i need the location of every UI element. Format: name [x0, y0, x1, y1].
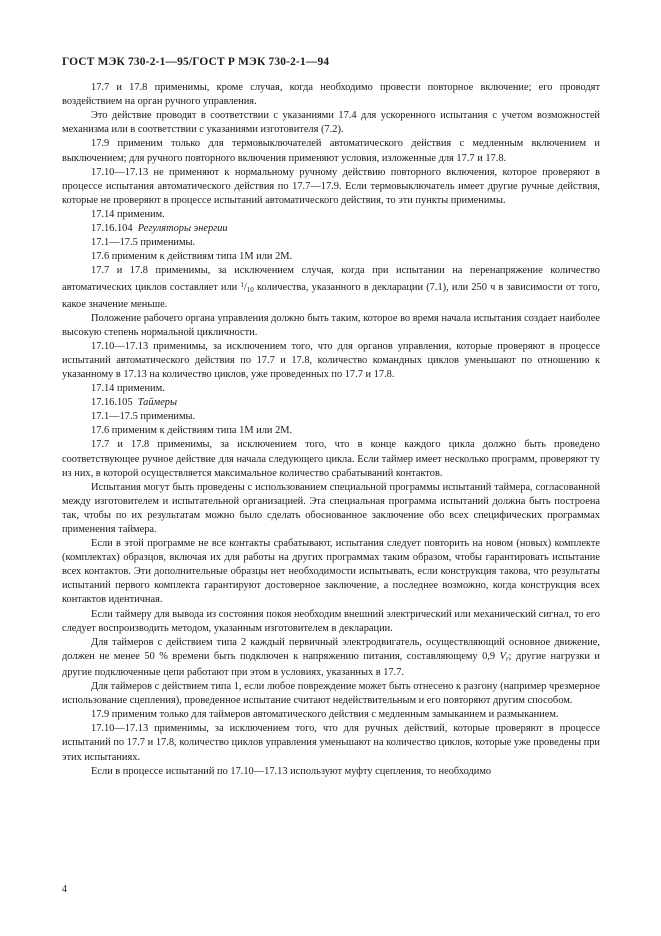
voltage-symbol: V [499, 650, 506, 662]
paragraph: Если в процессе испытаний по 17.10—17.13 используют муфту сцепления, то необходимо [91, 765, 492, 777]
page-number: 4 [62, 884, 67, 895]
document-header: ГОСТ МЭК 730-2-1—95/ГОСТ Р МЭК 730-2-1—94 [62, 56, 330, 68]
paragraph: 17.10—17.13 применимы, за исключением того, что для органов управления, которые проверяют в процессе испытаний автоматического действия по 17.7 и 17.8, количество командных циклов уменьшают по отношению к указанному в 17.13 на количество циклов, уже проведенных по 17.7 и 17.8. [62, 340, 600, 380]
fraction-separator: / [243, 282, 247, 294]
fraction-numerator: 1 [240, 281, 244, 290]
paragraph: 17.9 применим только для таймеров автоматического действия с медленным замыканием и размыканием. [91, 709, 559, 721]
paragraph: 17.1—17.5 применимы. [91, 237, 196, 249]
paragraph: 17.7 и 17.8 применимы, за исключением того, что в конце каждого цикла должно быть проведено соответствующее ручное действие для начала следующего цикла. Если таймер имеет несколько программ, проверяют ту из них, в которой осуществляется максимальное количество срабатываний контактов. [62, 439, 600, 479]
paragraph-with-voltage: Для таймеров с действием типа 2 каждый первичный электродвигатель, осуществляющий основное движение, должен не менее 50 % времени быть подключен к напряжению питания, составляющему 0,9 $V_r$; другие нагрузки и другие подключенные цепи работают при этом в условиях, указанных в 17.7. [62, 636, 600, 678]
paragraph: Для таймеров с действием типа 1, если любое повреждение может быть отнесено к разгону (например чрезмерное использование сцепления), проведенное испытание считают недействительным и его повторяют другим способом. [62, 681, 600, 707]
paragraph: 17.14 применим. [91, 208, 165, 220]
section-heading-energy-regulators [62, 222, 600, 236]
paragraph: 17.10—17.13 не применяют к нормальному ручному действию повторного включения, которое проверяют в процессе испытания автоматического действия по 17.7—17.9. Если термовыключатель имеет другие ручные действия, которые не проверяют в процессе испытаний автоматического действия, то эти пункты применимы. [62, 166, 600, 206]
paragraph: 17.10—17.13 применимы, за исключением того, что для ручных действий, которые проверяют в процессе испытаний по 17.7 и 17.8, количество циклов управления уменьшают на количество циклов, которые уже проведены при этих испытаниях. [62, 723, 600, 763]
fraction-denominator: 10 [246, 286, 254, 295]
section-heading-timers [62, 396, 600, 410]
document-page [62, 55, 600, 779]
paragraph: Если таймеру для вывода из состояния покоя необходим внешний электрический или механический сигнал, то его следует воспроизводить методом, указанным изготовителем в декларации. [62, 608, 600, 634]
voltage-subscript: r [505, 654, 509, 663]
paragraph: 17.6 применим к действиям типа 1М или 2М. [91, 251, 293, 263]
paragraph: 17.9 применим только для термовыключателей автоматического действия с медленным включением и выключением; для ручного повторного включения применяют условия, изложенные для 17.7 и 17.8. [62, 138, 600, 164]
paragraph: 17.7 и 17.8 применимы, кроме случая, когда необходимо провести повторное включение; его проводят воздействием на орган ручного управления. [62, 82, 600, 108]
section-title: Таймеры [137, 397, 178, 409]
paragraph: 17.14 применим. [91, 383, 165, 395]
paragraph: 17.6 применим к действиям типа 1М или 2М. [91, 425, 293, 437]
paragraph: 17.1—17.5 применимы. [91, 411, 196, 423]
paragraph: Испытания могут быть проведены с использованием специальной программы испытаний таймера, согласованной между изготовителем и испытательной организацией. Эта специальная программа испытаний должна быть построена так, чтобы по их результатам можно было сделать обоснованное заключение обо всех специфических программах применения таймера. [62, 481, 600, 535]
paragraph: Положение рабочего органа управления должно быть таким, которое во время начала испытания создает наиболее высокую степень нормальной цикличности. [62, 312, 600, 338]
paragraph: Если в этой программе не все контакты срабатывают, испытания следует повторить на новом (новых) комплекте (комплектах) образцов, включая их для работы на других программах таким образом, чтобы гарантировать испытание всех контактов. Эти дополнительные образцы нет необходимости испытывать, если конструкция такова, что результаты испытаний первого комплекта гарантируют достоверное заключение, а последнее возможно, когда конструкция всех контактов идентичная. [62, 538, 600, 606]
section-title: Регуляторы энергии [137, 223, 228, 235]
section-number: 17.16.105 [91, 397, 133, 409]
section-number: 17.16.104 [91, 223, 133, 235]
paragraph: Это действие проводят в соответствии с указаниями 17.4 для ускоренного испытания с учетом возможностей механизма или в соответствии с указаниями изготовителя (7.2). [62, 110, 600, 136]
paragraph-with-fraction: 17.7 и 17.8 применимы, за исключением случая, когда при испытании на перенапряжение количество автоматических циклов составляет или $^1/_{10}$ количества, указанного в декларации (7.1), или 250 ч в зависимости от того, какое значение меньше. [62, 265, 600, 310]
